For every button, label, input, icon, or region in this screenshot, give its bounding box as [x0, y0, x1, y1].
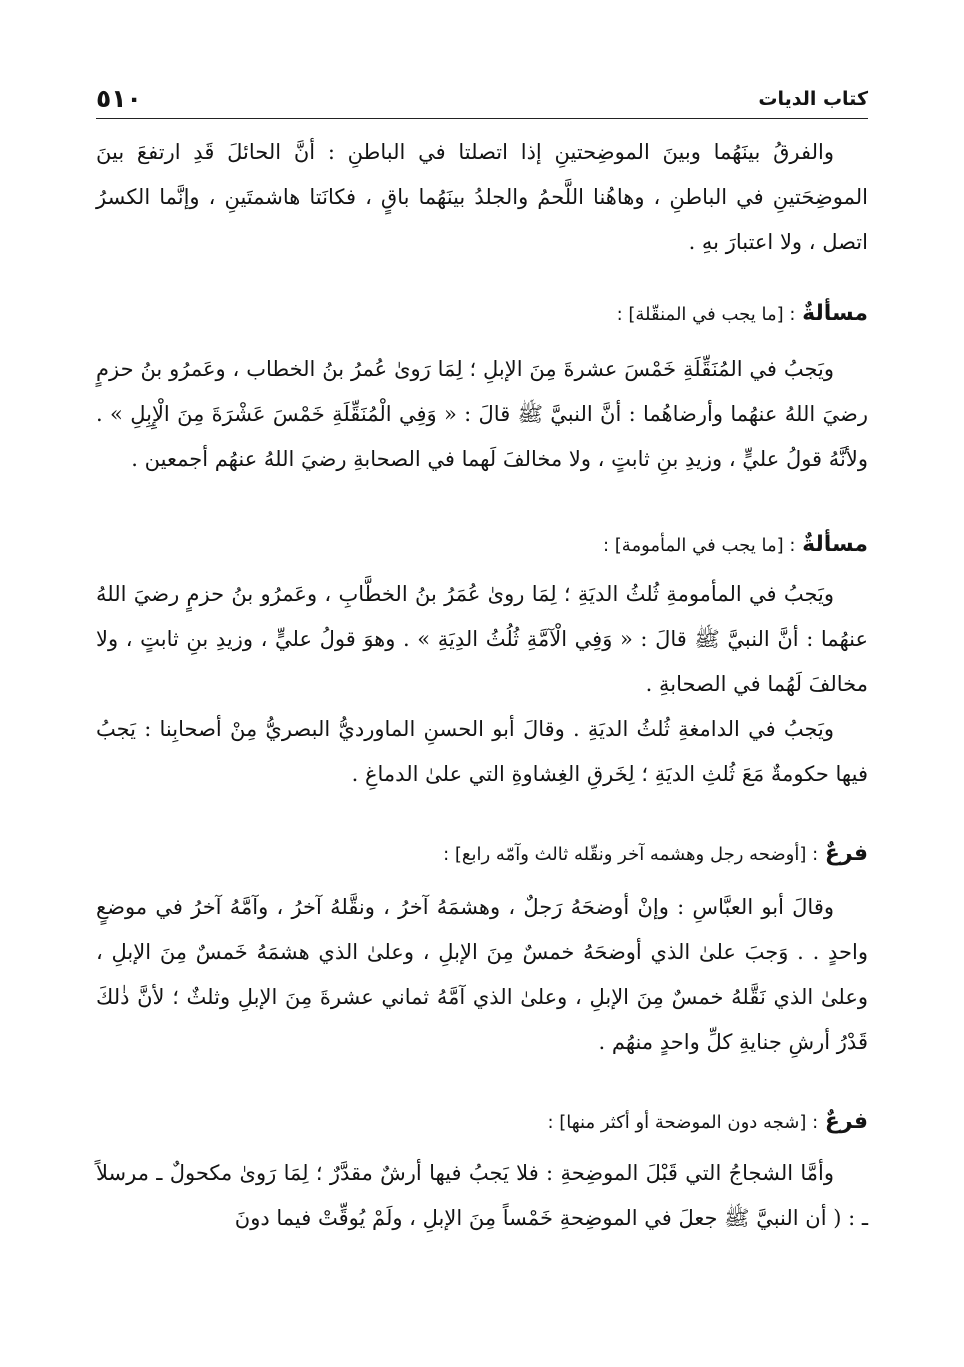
page-body [96, 130, 868, 1241]
section-heading [96, 522, 868, 568]
heading-title: : [ما يجب في المأمومة] : [603, 535, 796, 556]
heading-title: : [شجه دون الموضحة أو أكثر منها] : [547, 1112, 819, 1133]
paragraph: ويَجبُ في الدامغةِ ثُلثُ الديَةِ . وقالَ أبو الحسنِ الماورديُّ البصريُّ مِنْ أصحابِنا : يَجبُ فيها حكومةٌ مَعَ ثُلثِ الديَةِ ؛ لِخَرقِ الغِشاوةِ التي علىٰ الدماغِ . [96, 717, 868, 786]
paragraph: ويَجبُ في المُنَقِّلَةِ خَمْسَ عشرةَ مِنَ الإبلِ ؛ لِمَا رَوىٰ عُمرُ بنُ الخطاب ، وعَمرُو بنُ حزمٍ رضيَ اللهُ عنهُما وأرضاهُما : أنَّ النبيَّ ﷺ قالَ : « وَفِي الْمُنَقِّلَةِ خَمْسَ عَشْرَةَ مِنَ الْإِبِلِ » . ولأنَّهُ قولُ عليٍّ ، وزيدِ بنِ ثابتٍ ، ولا مخالفَ لَهما في الصحابةِ رضيَ اللهُ عنهُم أجمعين . [96, 357, 868, 471]
page-header [96, 80, 868, 119]
heading-label: فرعٌ [824, 1109, 868, 1134]
heading-label: فرعٌ [824, 841, 868, 866]
paragraph: وقالَ أبو العبَّاسِ : وإنْ أوضحَهُ رَجلٌ ، وهشمَهُ آخرُ ، ونقَّلهُ آخرُ ، وآمَّهُ آخرُ في موضعٍ واحدٍ . . وَجبَ علىٰ الذي أوضحَهُ خمسٌ مِنَ الإبلِ ، وعلىٰ الذي هشمَهُ خَمسٌ مِنَ الإبلِ ، وعلىٰ الذي نَقَّلهُ خمسٌ مِنَ الإبلِ ، وعلىٰ الذي آمَّهُ ثماني عشرةَ مِنَ الإبلِ وثلثٌ ؛ لأنَّ ذٰلكَ قَدْرُ أرشِ جنايةِ كلِّ واحدٍ منهُم . [96, 895, 868, 1054]
paragraph: والفرقُ بينَهُما وبينَ الموضِحتينِ إذا اتصلتا في الباطنِ : أنَّ الحائلَ قَدِ ارتفعَ بينَ الموضِحَتينِ في الباطنِ ، وهاهُنا اللَّحمُ والجلدُ بينَهُما باقٍ ، فكانَتا هاشمتَينِ ، وإنَّما الكسرُ اتصل ، ولا اعتبارَ بهِ . [96, 140, 868, 254]
page-number: ٥١٠ [96, 84, 142, 113]
book-title: كتاب الديات [758, 88, 868, 110]
subsection-heading [96, 1099, 868, 1145]
paragraph: وأمَّا الشجاجُ التي قَبْلَ الموضِحةِ : فلا يَجبُ فيها أرشٌ مقدَّرٌ ؛ لِمَا رَوىٰ مكحولٌ ـ مرسلاً ـ : ( أن النبيَّ ﷺ جعلَ في الموضِحةِ خَمْساً مِنَ الإبلِ ، ولَمْ يُوقِّتْ فيما دونَ [96, 1161, 868, 1230]
subsection-heading [96, 831, 868, 877]
heading-title: : [أوضحه رجل وهشمه آخر ونقّله ثالث وآمّه رابع] : [443, 844, 819, 865]
paragraph: ويَجبُ في المأمومةِ ثُلثُ الديَةِ ؛ لِمَا روىٰ عُمَرُ بنُ الخطَّابِ ، وعَمرُو بنُ حزمٍ رضيَ اللهُ عنهُما : أنَّ النبيَّ ﷺ قالَ : « وَفِي الْآمَّةِ ثُلُثُ الدِيَةِ » . وهوَ قولُ عليٍّ ، وزيدِ بنِ ثابتٍ ، ولا مخالفَ لَهُما في الصحابةِ . [96, 582, 868, 696]
heading-label: مسألةٌ [802, 532, 868, 557]
heading-title: : [ما يجب في المنقّلة] : [616, 304, 796, 325]
section-heading [96, 291, 868, 337]
heading-label: مسألةٌ [802, 301, 868, 326]
